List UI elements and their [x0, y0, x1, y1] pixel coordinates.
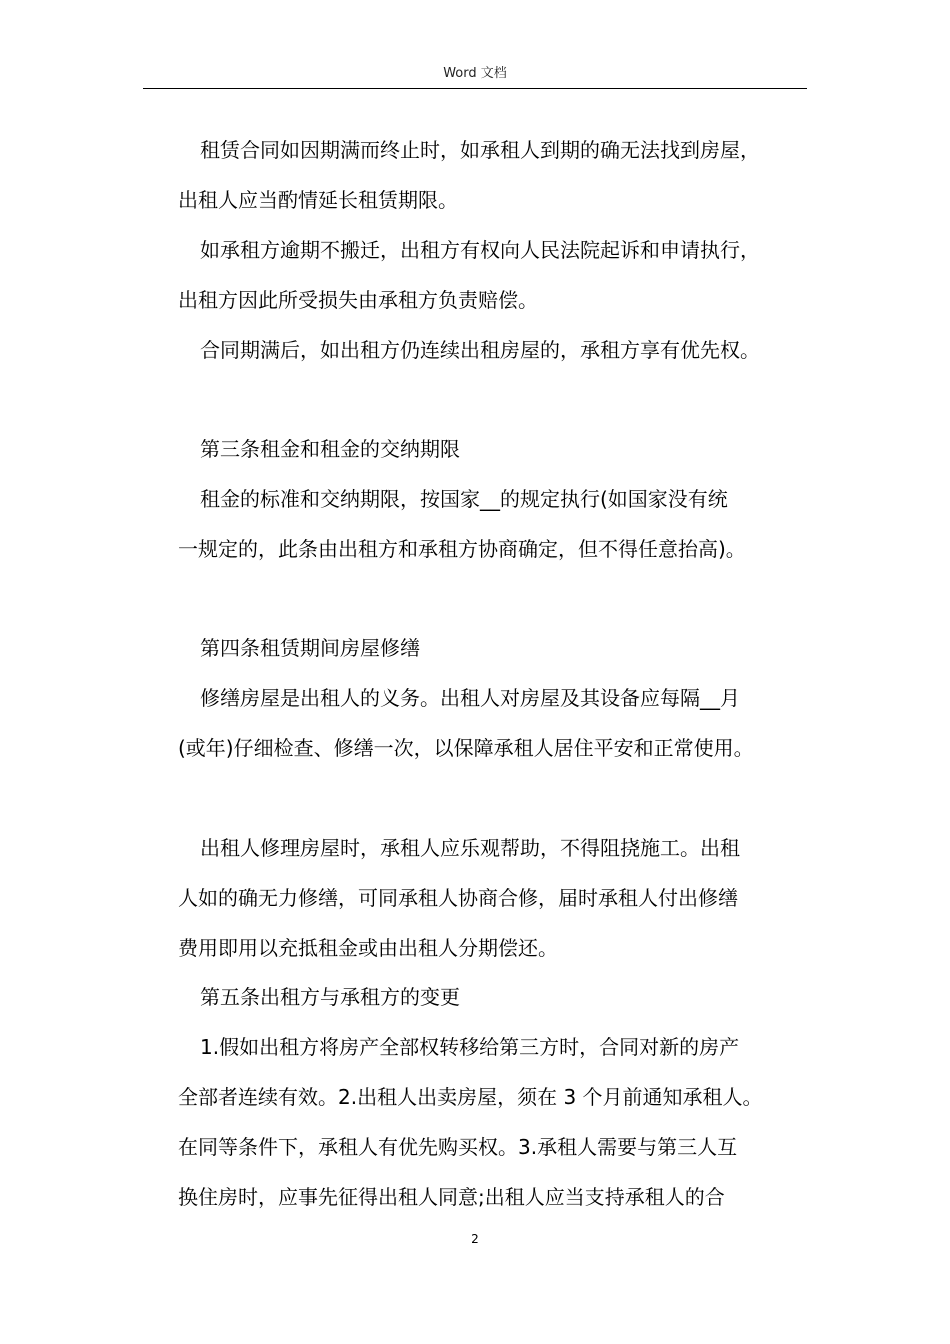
- text-line: 租赁合同如因期满而终止时，如承租人到期的确无法找到房屋，: [200, 138, 760, 162]
- text-line: (或年)仔细检查、修缮一次，以保障承租人居住平安和正常使用。: [178, 736, 754, 760]
- text-line: 租金的标准和交纳期限，按国家__的规定执行(如国家没有统: [200, 487, 728, 511]
- text-line: 人如的确无力修缮，可同承租人协商合修，届时承租人付出修缮: [178, 886, 738, 910]
- text-line: 出租方因此所受损失由承租方负责赔偿。: [178, 288, 538, 312]
- page-number: 2: [471, 1232, 479, 1246]
- text-line: 在同等条件下，承租人有优先购买权。3.承租人需要与第三人互: [178, 1135, 738, 1159]
- text-line: 一规定的，此条由出租方和承租方协商确定，但不得任意抬高)。: [178, 537, 746, 561]
- page-header: Word 文档: [443, 66, 507, 81]
- text-line: 出租人修理房屋时，承租人应乐观帮助，不得阻挠施工。出租: [200, 836, 740, 860]
- text-line: 合同期满后，如出租方仍连续出租房屋的，承租方享有优先权。: [200, 338, 760, 362]
- text-line: 全部者连续有效。2.出租人出卖房屋，须在 3 个月前通知承租人。: [178, 1085, 763, 1109]
- section-heading: 第三条租金和租金的交纳期限: [200, 437, 460, 461]
- text-line: 费用即用以充抵租金或由出租人分期偿还。: [178, 936, 558, 960]
- section-heading: 第五条出租方与承租方的变更: [200, 985, 460, 1009]
- header-divider: [143, 88, 807, 89]
- text-line: 换住房时，应事先征得出租人同意;出租人应当支持承租人的合: [178, 1185, 725, 1209]
- text-line: 出租人应当酌情延长租赁期限。: [178, 188, 458, 212]
- text-line: 如承租方逾期不搬迁，出租方有权向人民法院起诉和申请执行，: [200, 238, 760, 262]
- section-heading: 第四条租赁期间房屋修缮: [200, 636, 420, 660]
- text-line: 1.假如出租方将房产全部权转移给第三方时，合同对新的房产: [200, 1035, 740, 1059]
- text-line: 修缮房屋是出租人的义务。出租人对房屋及其设备应每隔__月: [200, 686, 740, 710]
